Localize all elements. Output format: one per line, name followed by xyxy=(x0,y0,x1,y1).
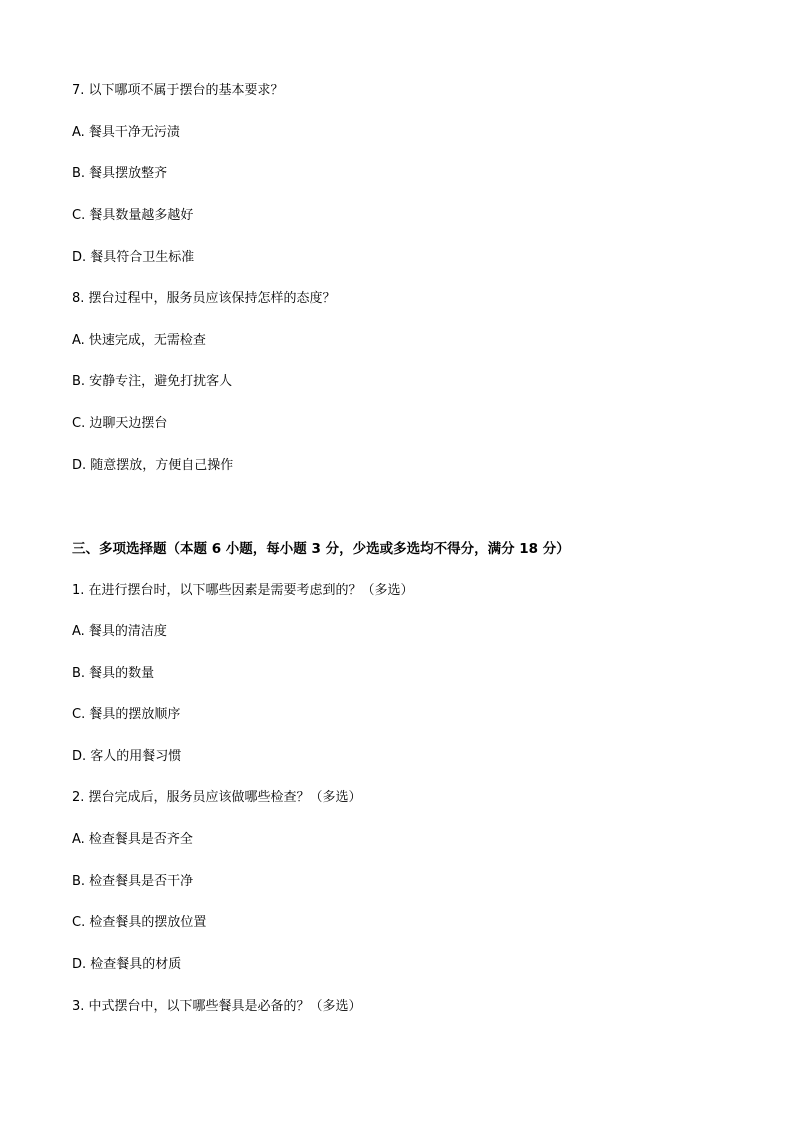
multi-question-1-option-b: B. 餐具的数量 xyxy=(72,666,155,681)
question-8: 8. 摆台过程中，服务员应该保持怎样的态度？ xyxy=(72,291,336,306)
question-7-option-b: B. 餐具摆放整齐 xyxy=(72,166,168,181)
multi-question-1-option-d: D. 客人的用餐习惯 xyxy=(72,749,182,764)
multi-question-2-option-b: B. 检查餐具是否干净 xyxy=(72,874,194,889)
multi-question-2-option-c: C. 检查餐具的摆放位置 xyxy=(72,915,207,930)
question-8-option-d: D. 随意摆放，方便自己操作 xyxy=(72,458,234,473)
question-8-option-b: B. 安静专注，避免打扰客人 xyxy=(72,374,233,389)
question-7-option-a: A. 餐具干净无污渍 xyxy=(72,125,180,140)
question-8-option-a: A. 快速完成，无需检查 xyxy=(72,333,206,348)
multi-question-1-option-c: C. 餐具的摆放顺序 xyxy=(72,707,181,722)
multi-question-2-option-a: A. 检查餐具是否齐全 xyxy=(72,832,193,847)
question-8-option-c: C. 边聊天边摆台 xyxy=(72,416,168,431)
multi-question-3: 3. 中式摆台中，以下哪些餐具是必备的？（多选） xyxy=(72,999,362,1014)
question-7-option-d: D. 餐具符合卫生标准 xyxy=(72,250,195,265)
question-7: 7. 以下哪项不属于摆台的基本要求？ xyxy=(72,83,284,98)
multi-question-1: 1. 在进行摆台时，以下哪些因素是需要考虑到的？（多选） xyxy=(72,583,414,598)
section-3-heading: 三、多项选择题（本题 6 小题，每小题 3 分，少选或多选均不得分，满分 18 分） xyxy=(72,541,570,557)
multi-question-2-option-d: D. 检查餐具的材质 xyxy=(72,957,182,972)
multi-question-2: 2. 摆台完成后，服务员应该做哪些检查？（多选） xyxy=(72,790,362,805)
question-7-option-c: C. 餐具数量越多越好 xyxy=(72,208,194,223)
multi-question-1-option-a: A. 餐具的清洁度 xyxy=(72,624,167,639)
